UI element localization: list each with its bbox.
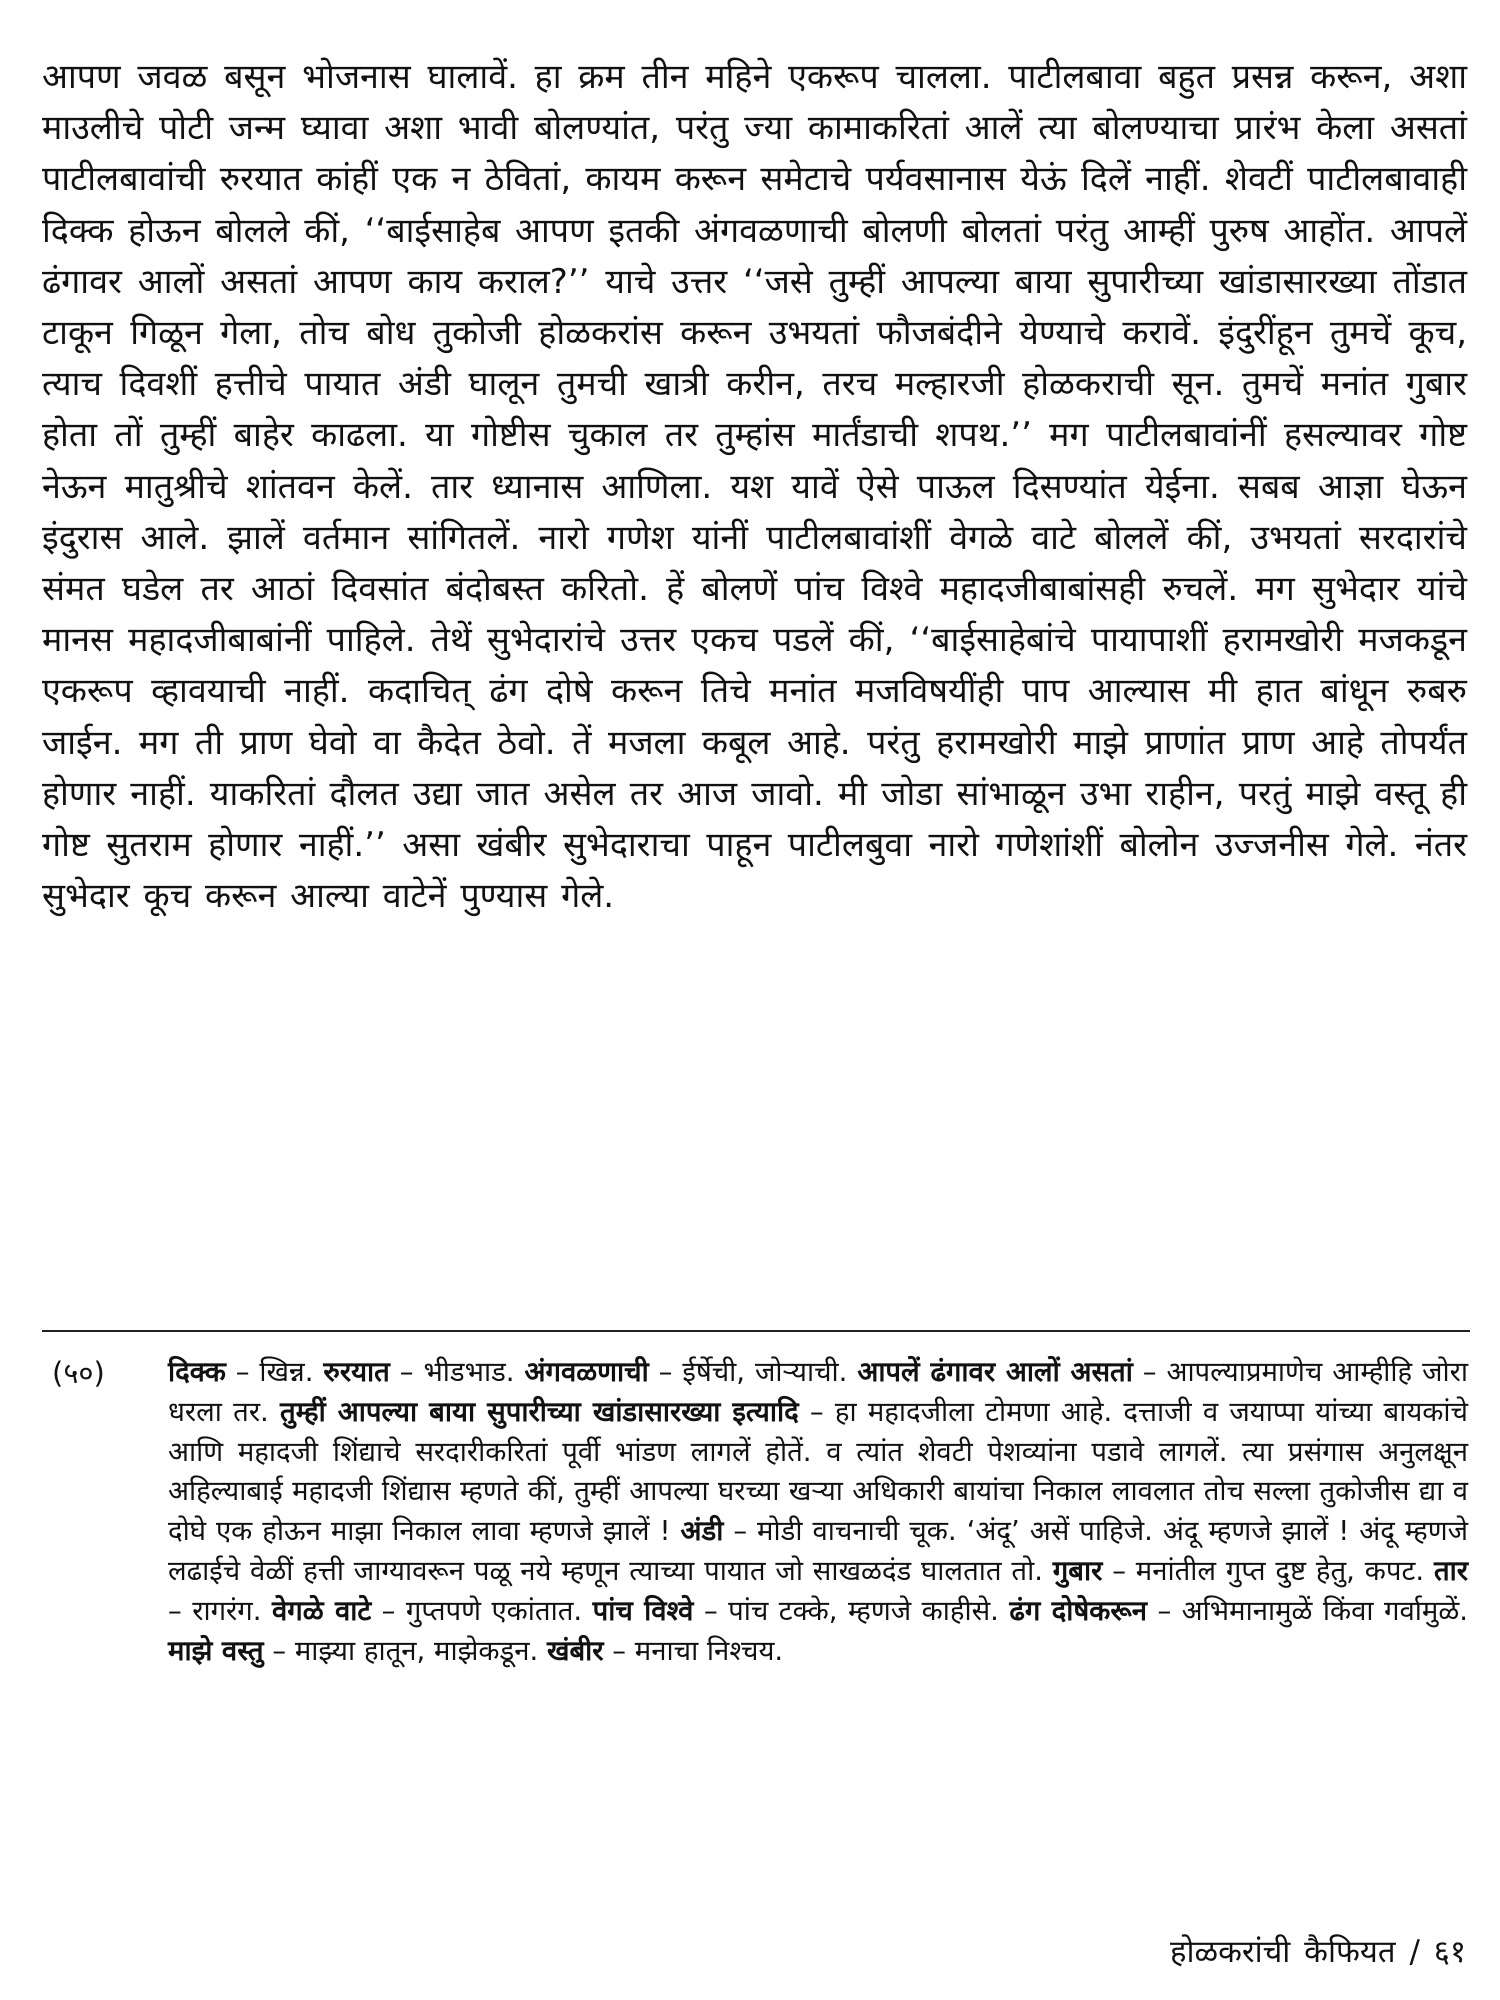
gloss-meaning: – आपल्याप्रमाणेच आम्हीहि जोरा धरला तर. — [168, 1356, 1468, 1428]
footnote-block — [168, 1353, 1468, 1671]
page-number: ६१ — [1433, 1934, 1466, 1970]
gloss-meaning: – भीडभाड. — [389, 1356, 525, 1388]
gloss-term: दिक्क — [168, 1356, 226, 1388]
gloss-meaning: – मनांतील गुप्त दुष्ट हेतु, कपट. — [1102, 1554, 1434, 1587]
gloss-term: माझे वस्तु — [168, 1634, 264, 1667]
gloss-term: रुरयात — [323, 1356, 390, 1388]
footnote-paragraph — [168, 1353, 1468, 1671]
gloss-meaning: – रागरंग. — [168, 1594, 272, 1627]
footer-separator: / — [1409, 1934, 1420, 1970]
gloss-meaning: – ईर्षेची, जोऱ्याची. — [648, 1356, 858, 1388]
gloss-term: खंबीर — [546, 1634, 604, 1667]
main-text-block — [42, 52, 1467, 922]
gloss-meaning: – पांच टक्के, म्हणजे काहीसे. — [693, 1594, 1010, 1627]
main-paragraph: आपण जवळ बसून भोजनास घालावें. हा क्रम तीन महिने एकरूप चालला. पाटीलबावा बहुत प्रसन्न करून, अशा माउलीचे पोटी जन्म घ्यावा अशा भावी बोलण्यांत, परंतु ज्या कामाकरितां आलें त्या बोलण्याचा प्रारंभ केला असतां पाटीलबावांची रुरयात कांहीं एक न ठेवितां, कायम करून समेटाचे पर्यवसानास येऊं दिलें नाहीं. शेवटीं पाटीलबावाही दिक्क होऊन बोलले कीं, ‘‘बाईसाहेब आपण इतकी अंगवळणाची बोलणी बोलतां परंतु आम्हीं पुरुष आहोंत. आपलें ढंगावर आलों असतां आपण काय कराल?’’ याचे उत्तर ‘‘जसे तुम्हीं आपल्या बाया सुपारीच्या खांडासारख्या तोंडात टाकून गिळून गेला, तोच बोध तुकोजी होळकरांस करून उभयतां फौजबंदीने येण्याचे करावें. इंदुरींहून तुमचें कूच, त्याच दिवशीं हत्तीचे पायात अंडी घालून तुमची खात्री करीन, तरच मल्हारजी होळकराची सून. तुमचें मनांत गुबार होता तों तुम्हीं बाहेर काढला. या गोष्टीस चुकाल तर तुम्हांस मार्तंडाची शपथ.’’ मग पाटीलबावांनीं हसल्यावर गोष्ट नेऊन मातुश्रीचे शांतवन केलें. तार ध्यानास आणिला. यश यावें ऐसे पाऊल दिसण्यांत येईना. सबब आज्ञा घेऊन इंदुरास आले. झालें वर्तमान सांगितलें. नारो गणेश यांनीं पाटीलबावांशीं वेगळे वाटे बोललें कीं, उभयतां सरदारांचे संमत घडेल तर आठां दिवसांत बंदोबस्त करितो. हें बोलणें पांच विश्वे महादजीबाबांसही रुचलें. मग सुभेदार यांचे मानस महादजीबाबांनीं पाहिले. तेथें सुभेदारांचे उत्तर एकच पडलें कीं, ‘‘बाईसाहेबांचे पायापाशीं हरामखोरी मजकडून एकरूप व्हावयाची नाहीं. कदाचित् ढंग दोषे करून तिचे मनांत मजविषयींही पाप आल्यास मी हात बांधून रुबरु जाईन. मग ती प्राण घेवो वा कैदेत ठेवो. तें मजला कबूल आहे. परंतु हरामखोरी माझे प्राणांत प्राण आहे तोपर्यंत होणार नाहीं. याकरितां दौलत उद्या जात असेल तर आज जावो. मी जोडा सांभाळून उभा राहीन, परतुं माझे वस्तू ही गोष्ट सुतराम होणार नाहीं.’’ असा खंबीर सुभेदाराचा पाहून पाटीलबुवा नारो गणेशांशीं बोलोन उज्जनीस गेले. नंतर सुभेदार कूच करून आल्या वाटेनें पुण्यास गेले. — [42, 57, 1467, 917]
gloss-meaning: – मनाचा निश्चय. — [603, 1634, 784, 1667]
gloss-term: अंगवळणाची — [524, 1356, 649, 1388]
footnote-divider — [42, 1330, 1470, 1332]
gloss-meaning: – गुप्तपणे एकांतात. — [371, 1594, 593, 1627]
gloss-meaning: – अभिमानामुळें किंवा गर्वामुळें. — [1147, 1594, 1468, 1627]
gloss-term: तुम्हीं आपल्या बाया सुपारीच्या खांडासारख्या इत्यादि — [280, 1395, 799, 1428]
gloss-term: ढंग दोषेकरून — [1009, 1594, 1147, 1627]
gloss-term: आपलें ढंगावर आलों असतां — [857, 1356, 1133, 1388]
gloss-meaning: – माझ्या हातून, माझेकडून. — [263, 1634, 547, 1667]
andu-explanation: असें पाहिजे. अंदू म्हणजे झालें ! अंदू म्हणजे लढाईचे वेळीं हत्ती जाग्यावरून पळू नये म्हणून त्याच्या पायात जो साखळदंड घालतात तो. — [168, 1515, 1469, 1587]
running-footer — [1170, 1932, 1466, 1972]
gloss-term: पांच विश्वे — [592, 1594, 694, 1627]
gloss-meaning: – मोडी वाचनाची चूक. — [723, 1515, 967, 1548]
gloss-term: तार — [1433, 1554, 1468, 1587]
gloss-meaning: – खिन्न. — [225, 1356, 324, 1388]
footnote-number: (५०) — [52, 1356, 105, 1390]
gloss-term: अंडी — [680, 1515, 724, 1548]
gloss-term: वेगळे वाटे — [271, 1594, 372, 1627]
gloss-meaning: – हा महादजीला टोमणा आहे. दत्ताजी व जयाप्पा यांच्या बायकांचे आणि महादजी शिंद्याचे सरदारीकरितां पूर्वी भांडण लागलें होतें. व त्यांत शेवटी पेशव्यांना पडावे लागलें. त्या प्रसंगास अनुलक्षून अहिल्याबाई महादजी शिंद्यास म्हणते कीं, तुम्हीं आपल्या घरच्या खऱ्या अधिकारी बायांचा निकाल लावलात तोच सल्ला तुकोजीस द्या व दोघे एक होऊन माझा निकाल लावा म्हणजे झालें ! — [168, 1395, 1468, 1548]
gloss-term: गुबार — [1052, 1554, 1103, 1587]
book-title: होळकरांची कैफियत — [1170, 1934, 1396, 1970]
andu-quote: ‘अंदू’ — [966, 1515, 1020, 1548]
